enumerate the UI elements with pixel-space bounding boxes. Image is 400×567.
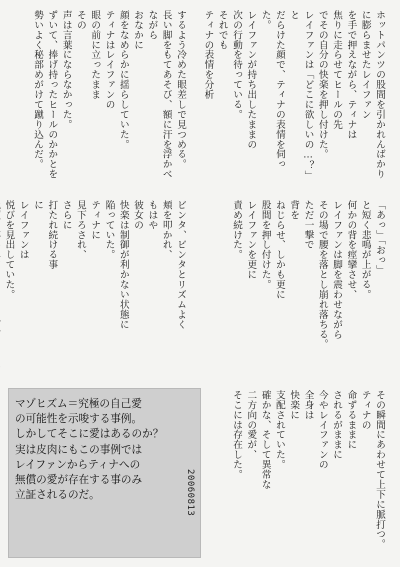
- text-column-tier1-left: するよう冷めた眼差しで見つめる。 長い脚をもてあそび、額に汗を浮かべながら おなかに 顔をなめらかに揺らしていた。 ティナはレイファンの 眼の前に立ったまま その 声は言葉にならなかった。 ずいて、捧げ持ったヒールのかかとを 勢いよく秘部めがけて蹴り込んだ。: [32, 10, 186, 180]
- author-note-box: [8, 388, 201, 558]
- author-note-date: 20060813: [185, 469, 195, 517]
- text-column-tier2-right: 「あっ」「おっ」 と短く悲鳴が上がる。 何かの背を痙攣させ、 レイファンは脚を震わせながら その場で腰を落とし崩れ落ちる。 ただ一撃で 背を ねじらせ、しかも更に 股間を押し付けた。 レイファンを更に 責め続けた。: [231, 200, 385, 350]
- author-note-text: マゾヒズム＝究極の自己愛 の可能性を示唆する事例。 しかしてそこに愛はあるのか？ 実は皮肉にもこの事例では レイファンからティナへの 無償の愛が存在する事のみ 立証されるのだ。: [15, 398, 164, 502]
- text-column-tier1-right: ホットパンツの股間を引かれんばかりに膨らませたレイファン を手で押えながら、ティナは 焦りに走らせてヒールの先 でその自分の快楽を押し付けた。 レイファンは「どこに欲しいの…？」と だらけた顔で、ティナの表情を伺った。 レイファンが持ち出したままの 次の行動を待っている。 それでも ティナの表情を分析: [202, 10, 385, 180]
- text-column-tier3-right: その瞬間にあわせて上下に脈打つ。 ティナの 命ずるままに されるがままに 今やレイファンの 全身は 快楽に 支配されていた。 確かな、そして異常な 二方向の愛が、 そこには存在した。: [231, 390, 385, 550]
- text-column-tier2-left: ビンタ、ビンタとリズムよく 頬を叩かれ、 もはや 彼女の 快楽は制御が利かない状態に 陥っていた。 ティナに 見下ろされ、 さらに 打たれ続ける事 に レイファンは 悦びを見出していた。: [3, 200, 186, 330]
